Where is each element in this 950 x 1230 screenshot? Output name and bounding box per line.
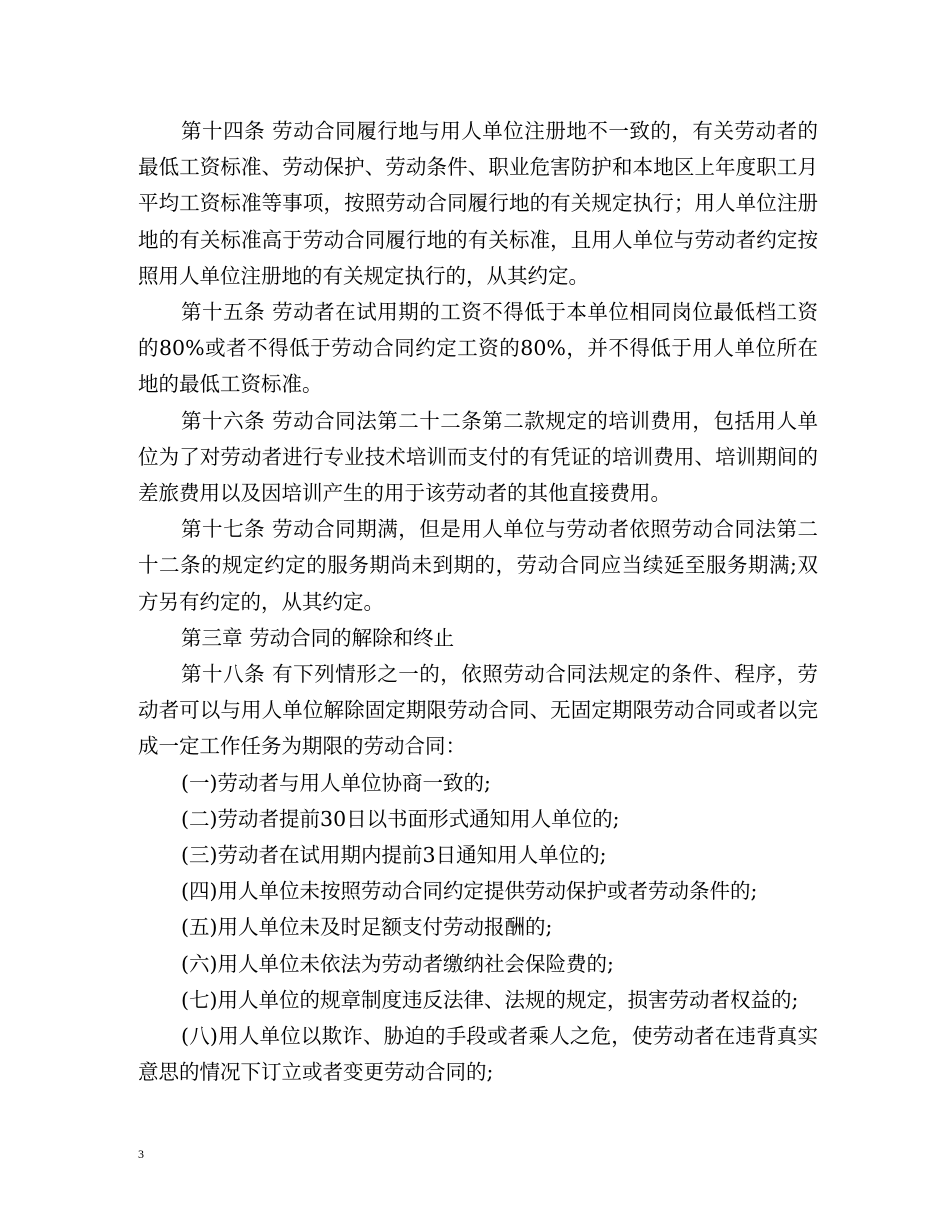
article-14-paragraph: 第十四条 劳动合同履行地与用人单位注册地不一致的，有关劳动者的最低工资标准、劳动保护、劳动条件、职业危害防护和本地区上年度职工月平均工资标准等事项，按照劳动合同履行地的有关规定执行；用人单位注册地的有关标准高于劳动合同履行地的有关标准，且用人单位与劳动者约定按照用人单位注册地的有关规定执行的，从其约定。: [138, 119, 818, 288]
document-body: [138, 113, 818, 1090]
list-item-7: (七)用人单位的规章制度违反法律、法规的规定，损害劳动者权益的;: [181, 987, 799, 1012]
list-item-4: (四)用人单位未按照劳动合同约定提供劳动保护或者劳动条件的;: [181, 879, 758, 904]
chapter-3-heading: 第三章 劳动合同的解除和终止: [181, 625, 455, 650]
list-item-6: (六)用人单位未依法为劳动者缴纳社会保险费的;: [181, 951, 614, 976]
article-18-paragraph: 第十八条 有下列情形之一的，依照劳动合同法规定的条件、程序，劳动者可以与用人单位解除固定期限劳动合同、无固定期限劳动合同或者以完成一定工作任务为期限的劳动合同：: [138, 662, 818, 759]
list-item-2: (二)劳动者提前30日以书面形式通知用人单位的;: [181, 806, 620, 831]
article-15-paragraph: 第十五条 劳动者在试用期的工资不得低于本单位相同岗位最低档工资的80%或者不得低于劳动合同约定工资的80%，并不得低于用人单位所在地的最低工资标准。: [138, 300, 818, 397]
list-item-3: (三)劳动者在试用期内提前3日通知用人单位的;: [181, 843, 607, 868]
article-17-paragraph: 第十七条 劳动合同期满，但是用人单位与劳动者依照劳动合同法第二十二条的规定约定的服务期尚未到期的，劳动合同应当续延至服务期满;双方另有约定的，从其约定。: [138, 517, 818, 614]
list-item-8: (八)用人单位以欺诈、胁迫的手段或者乘人之危，使劳动者在违背真实意思的情况下订立或者变更劳动合同的;: [138, 1024, 818, 1085]
list-item-5: (五)用人单位未及时足额支付劳动报酬的;: [181, 915, 553, 940]
list-item-1: (一)劳动者与用人单位协商一致的;: [181, 770, 491, 795]
article-16-paragraph: 第十六条 劳动合同法第二十二条第二款规定的培训费用，包括用人单位为了对劳动者进行专业技术培训而支付的有凭证的培训费用、培训期间的差旅费用以及因培训产生的用于该劳动者的其他直接费用。: [138, 408, 818, 506]
page-number: 3: [138, 1147, 144, 1161]
